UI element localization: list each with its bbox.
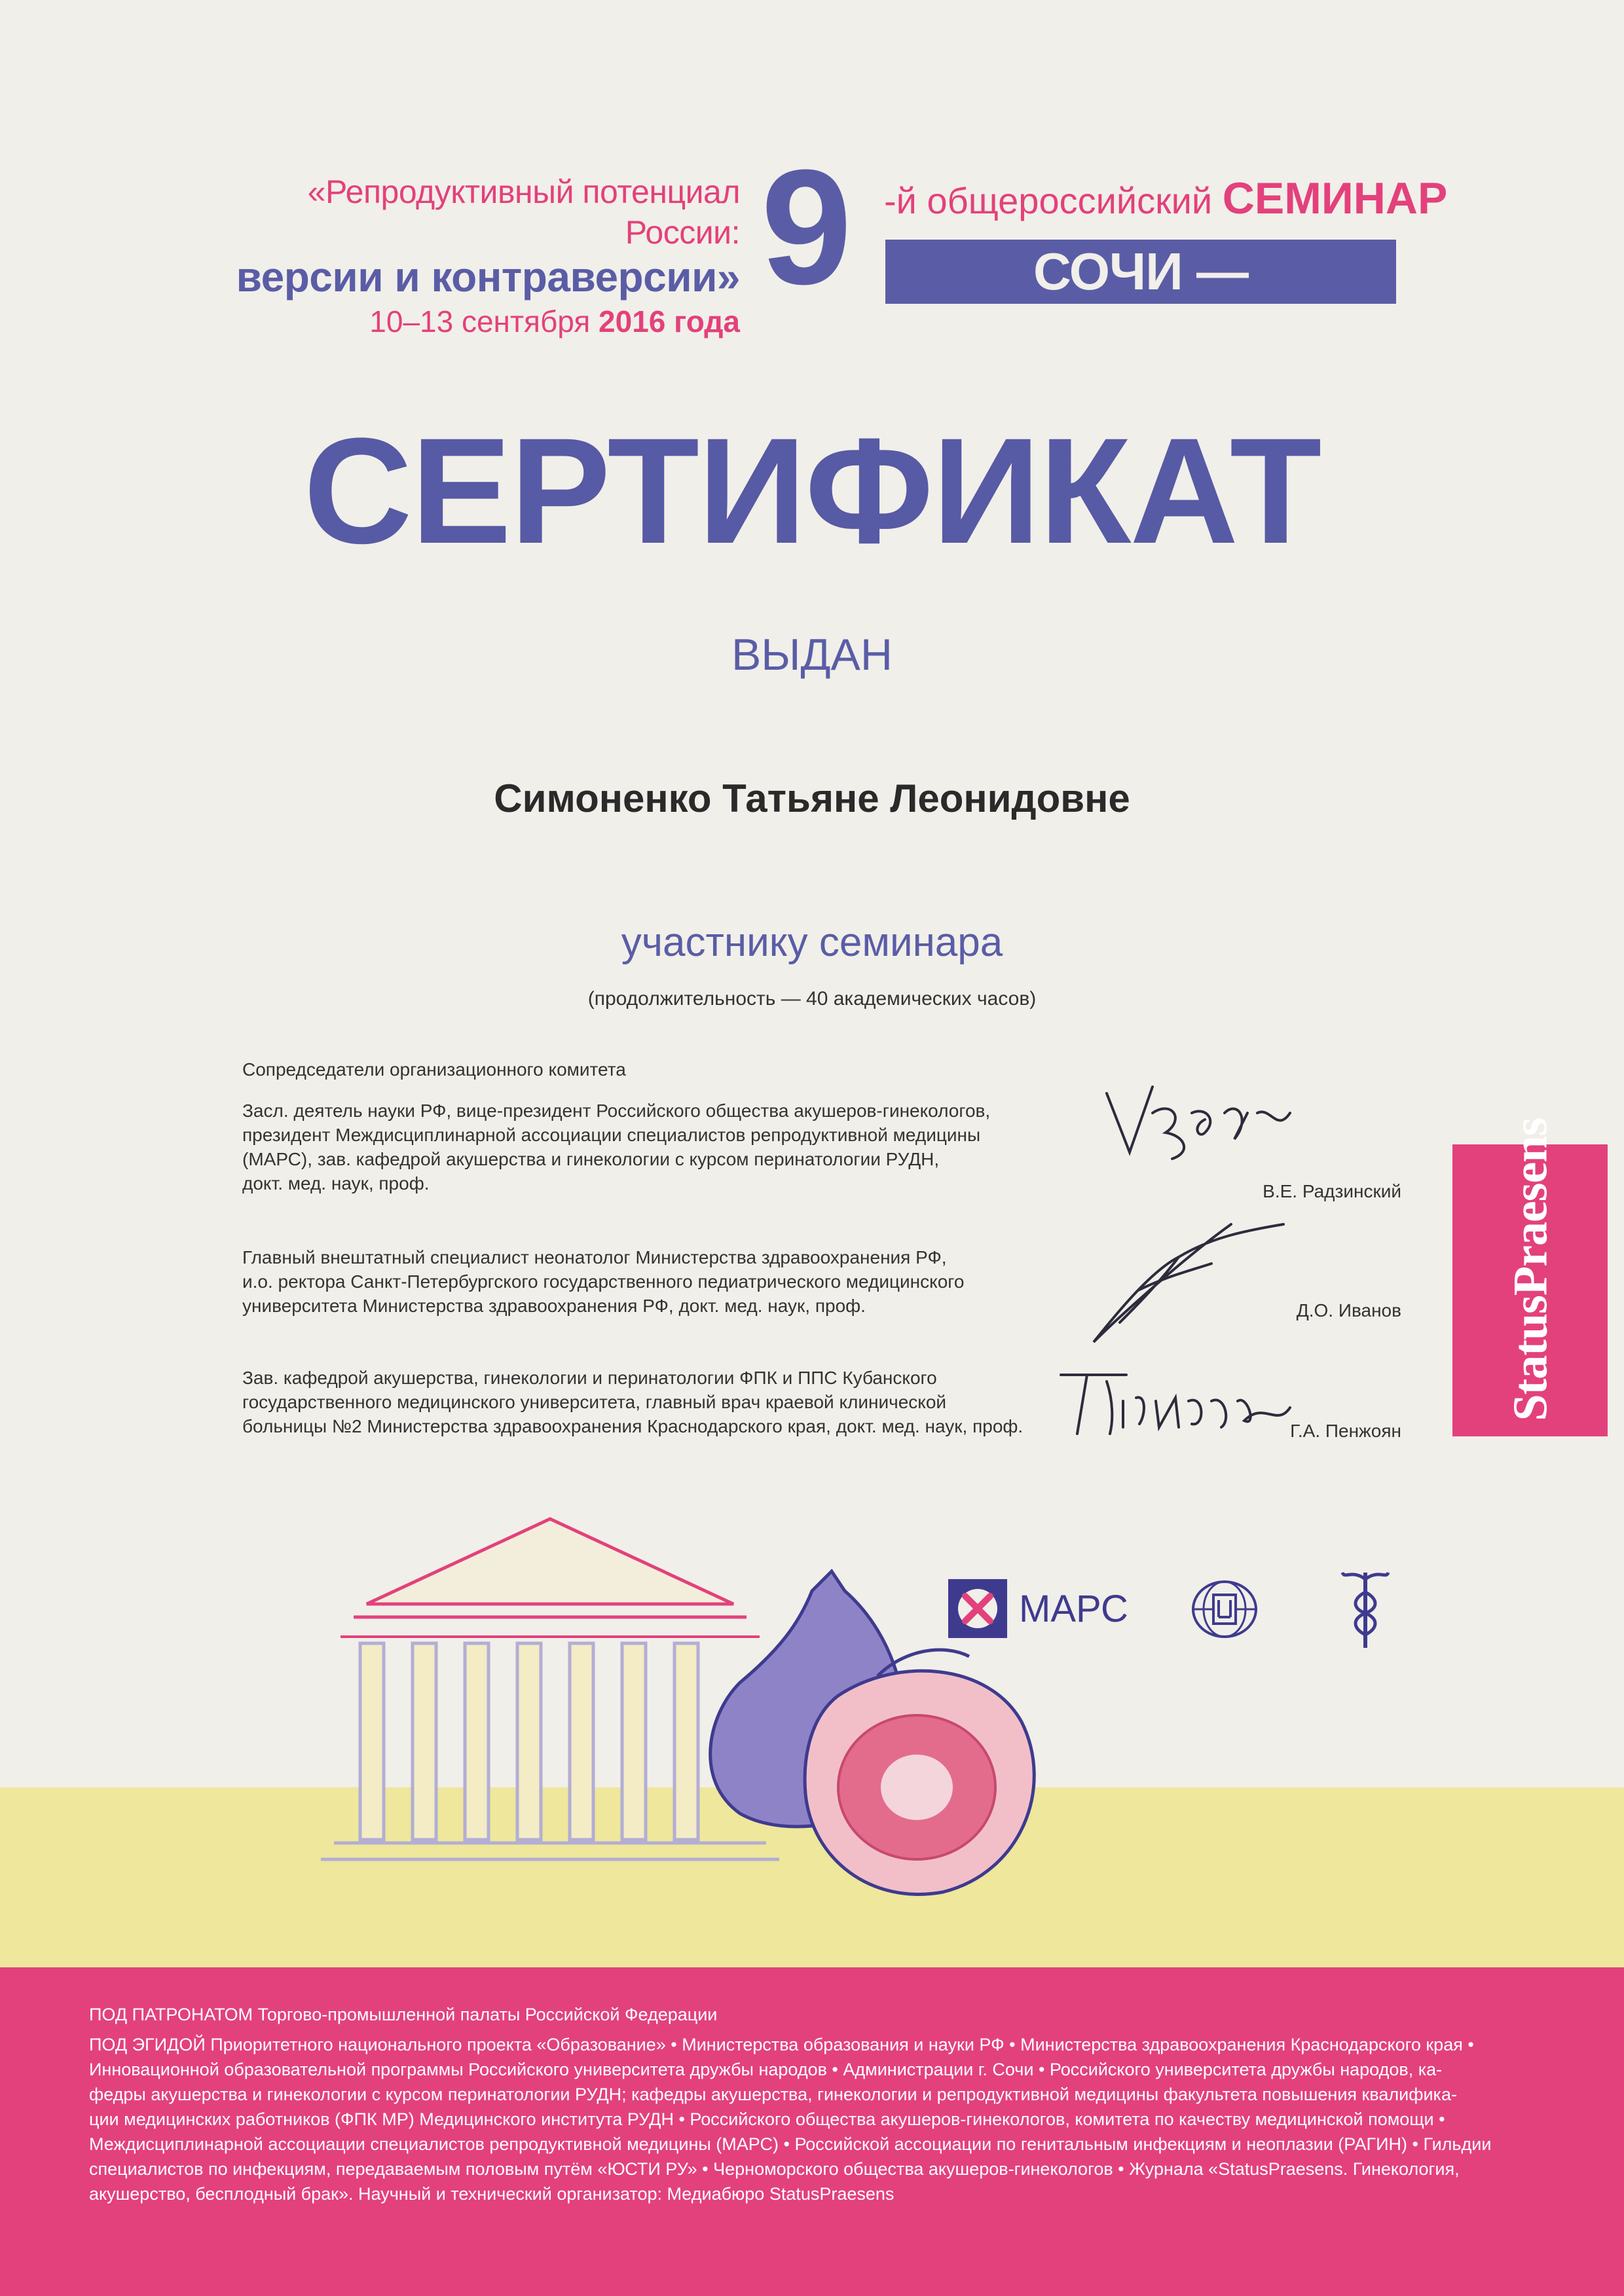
mars-logo-label: МАРС [1019, 1587, 1128, 1630]
description-line: государственного медицинского университета, главный врач краевой клинической [242, 1392, 947, 1412]
description-line: Засл. деятель науки РФ, вице-президент Российского общества акушеров-гинекологов, [242, 1101, 991, 1121]
footer-aegis-line: специалистов по инфекциям, передаваемым половым путём «ЮСТИ РУ» • Черноморского общества акушеров-гинекологов • Журнала «StatusPraesens. Гинекология, [89, 2159, 1460, 2179]
footer-aegis-line: акушерство, бесплодный брак». Научный и технический организатор: Медиабюро StatusPraesens [89, 2184, 895, 2204]
event-dates-days: 10–13 сентября [369, 304, 591, 338]
description-line: больницы №2 Министерства здравоохранения Краснодарского края, докт. мед. наук, проф. [242, 1416, 1024, 1436]
certificate-title: СЕРТИФИКАТ [303, 407, 1321, 575]
caduceus-icon [1339, 1566, 1392, 1651]
event-dates-year: 2016 года [599, 304, 740, 338]
recipient-name: Симоненко Татьяне Леонидовне [494, 776, 1130, 820]
signature-ivanov [1080, 1211, 1290, 1355]
footer-text [89, 2002, 1556, 2206]
participant-role: участнику семинара [621, 920, 1003, 965]
signatory-name-2: Д.О. Иванов [1296, 1300, 1401, 1321]
signatory-name-3: Г.А. Пенжоян [1290, 1421, 1401, 1441]
footer-aegis-line: Инновационной образовательной программы Российского университета дружбы народов • Администрации г. Сочи • Российского университета дружбы народов, ка- [89, 2060, 1443, 2079]
description-line: Зав. кафедрой акушерства, гинекологии и перинатологии ФПК и ППС Кубанского [242, 1368, 937, 1388]
signature-radzinsky [1094, 1074, 1303, 1192]
edition-number: 9 [761, 136, 849, 318]
footer-aegis-line: ПОД ЭГИДОЙ Приоритетного национального проекта «Образование» • Министерства образования и науки РФ • Министерства здравоохранения Краснодарского края • [89, 2035, 1474, 2054]
city-month-banner: СОЧИ — СЕНТЯБРЬ [885, 240, 1396, 304]
edition-suffix: -й общероссийский [884, 180, 1213, 221]
issued-label: ВЫДАН [731, 630, 893, 680]
event-title-line1: «Репродуктивный потенциал России: [307, 173, 740, 251]
committee-heading: Сопредседатели организационного комитета [242, 1059, 626, 1080]
footer-aegis-line: Междисциплинарной ассоциации специалистов репродуктивной медицины (МАРС) • Российской ассоциации по генитальным инфекциям и неоплазии (РАГИН) • Гильдии [89, 2134, 1492, 2154]
fig-fruit-illustration [681, 1565, 1074, 1931]
description-line: президент Междисциплинарной ассоциации специалистов репродуктивной медицины [242, 1125, 981, 1145]
committee-member-1-description [242, 1099, 1094, 1195]
event-title [196, 172, 740, 342]
brand-ribbon-text: StatusPraesens [1504, 1118, 1558, 1421]
committee-member-2-description [242, 1245, 1094, 1318]
event-title-line2: версии и контраверсии» [236, 253, 740, 301]
committee-member-3-description [242, 1366, 1094, 1438]
signatory-name-1: В.Е. Радзинский [1263, 1181, 1401, 1201]
seminar-word: СЕМИНАР [1222, 173, 1448, 223]
description-line: (МАРС), зав. кафедрой акушерства и гинекологии с курсом перинатологии РУДН, [242, 1149, 940, 1169]
description-line: Главный внештатный специалист неонатолог Министерства здравоохранения РФ, [242, 1247, 947, 1267]
description-line: докт. мед. наук, проф. [242, 1173, 430, 1194]
description-line: и.о. ректора Санкт-Петербургского государственного педиатрического медицинского [242, 1271, 965, 1292]
university-emblem-icon [1189, 1576, 1261, 1642]
event-dates [196, 301, 740, 342]
brand-ribbon [1452, 1118, 1608, 1436]
description-line: университета Министерства здравоохранения РФ, докт. мед. наук, проф. [242, 1296, 866, 1316]
course-duration: (продолжительность — 40 академических часов) [587, 988, 1037, 1010]
footer-patronage: ПОД ПАТРОНАТОМ Торгово-промышленной палаты Российской Федерации [89, 2005, 718, 2024]
footer-aegis-line: федры акушерства и гинекологии с курсом перинатологии РУДН; кафедры акушерства, гинекологии и репродуктивной медицины факультета повышения квалифика- [89, 2085, 1457, 2104]
footer-aegis-line: ции медицинских работников (ФПК МР) Медицинского института РУДН • Российского общества акушеров-гинекологов, комитета по качеству медицинской помощи • [89, 2109, 1445, 2129]
edition-label [884, 173, 1448, 227]
